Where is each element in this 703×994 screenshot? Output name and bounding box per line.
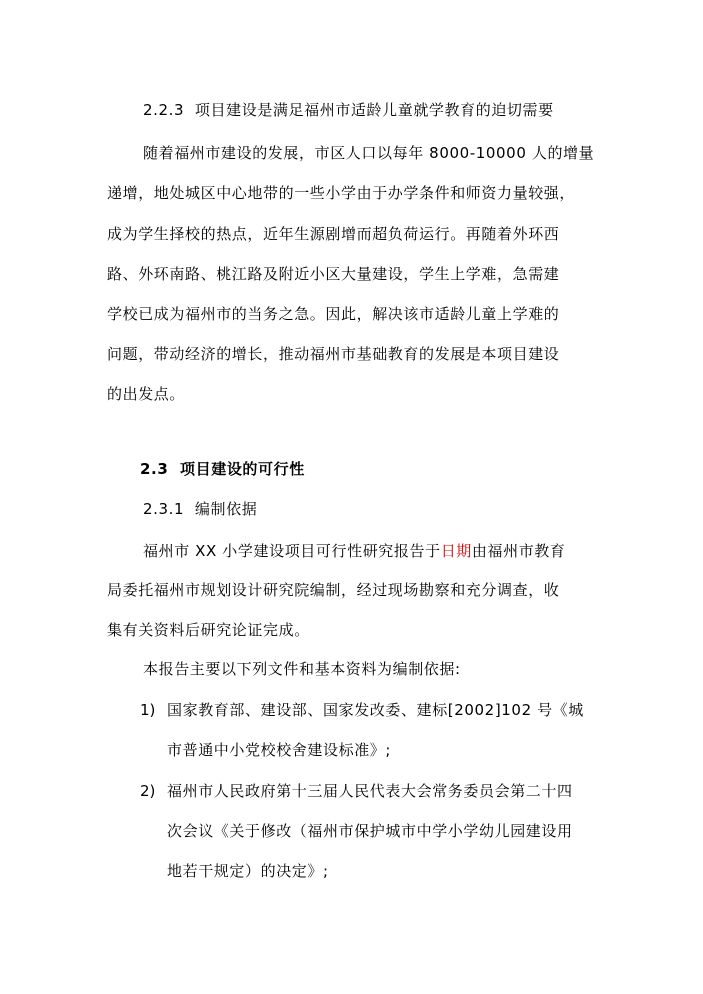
date-placeholder: 日期 bbox=[440, 542, 472, 560]
paragraph-line: 随着福州市建设的发展，市区人口以每年 8000-10000 人的增量 bbox=[143, 144, 595, 162]
paragraph-line: 路、外环南路、桃江路及附近小区大量建设，学生上学难，急需建 bbox=[107, 265, 560, 283]
paragraph-line: 问题，带动经济的增长，推动福州市基础教育的发展是本项目建设 bbox=[107, 345, 560, 363]
list-item-line: 地若干规定）的决定》; bbox=[167, 862, 329, 880]
list-item-line: 市普通中小党校校舍建设标准》; bbox=[167, 741, 392, 759]
section-number: 2.2.3 bbox=[143, 101, 185, 119]
section-title: 项目建设的可行性 bbox=[180, 460, 305, 478]
list-marker: 2) bbox=[140, 782, 156, 800]
section-title: 项目建设是满足福州市适龄儿童就学教育的迫切需要 bbox=[194, 101, 554, 119]
list-item-line: 次会议《关于修改（福州市保护城市中学小学幼儿园建设用 bbox=[167, 822, 573, 840]
paragraph-line: 成为学生择校的热点，近年生源剧增而超负荷运行。再随着外环西 bbox=[107, 225, 560, 243]
section-heading-2-3-1 bbox=[143, 499, 257, 519]
paragraph-line: 福州市 XX 小学建设项目可行性研究报告于日期由福州市教育 bbox=[143, 542, 566, 560]
section-number: 2.3.1 bbox=[143, 500, 185, 518]
section-heading-2-2-3 bbox=[143, 100, 554, 120]
section-number: 2.3 bbox=[140, 460, 169, 478]
paragraph-line: 学校已成为福州市的当务之急。因此，解决该市适龄儿童上学难的 bbox=[107, 305, 560, 323]
section-heading-2-3 bbox=[140, 459, 305, 479]
paragraph-line: 局委托福州市规划设计研究院编制，经过现场勘察和充分调查，收 bbox=[107, 581, 560, 599]
list-item-line: 福州市人民政府第十三届人民代表大会常务委员会第二十四 bbox=[167, 782, 573, 800]
list-marker: 1) bbox=[140, 701, 156, 719]
paragraph-line: 集有关资料后研究论证完成。 bbox=[107, 621, 310, 639]
paragraph-line: 本报告主要以下列文件和基本资料为编制依据: bbox=[143, 660, 461, 678]
paragraph-line: 的出发点。 bbox=[107, 385, 186, 403]
paragraph-line: 递增，地处城区中心地带的一些小学由于办学条件和师资力量较强， bbox=[107, 184, 576, 202]
section-title: 编制依据 bbox=[194, 500, 258, 518]
list-item-line: 国家教育部、建设部、国家发改委、建标[2002]102 号《城 bbox=[167, 701, 584, 719]
